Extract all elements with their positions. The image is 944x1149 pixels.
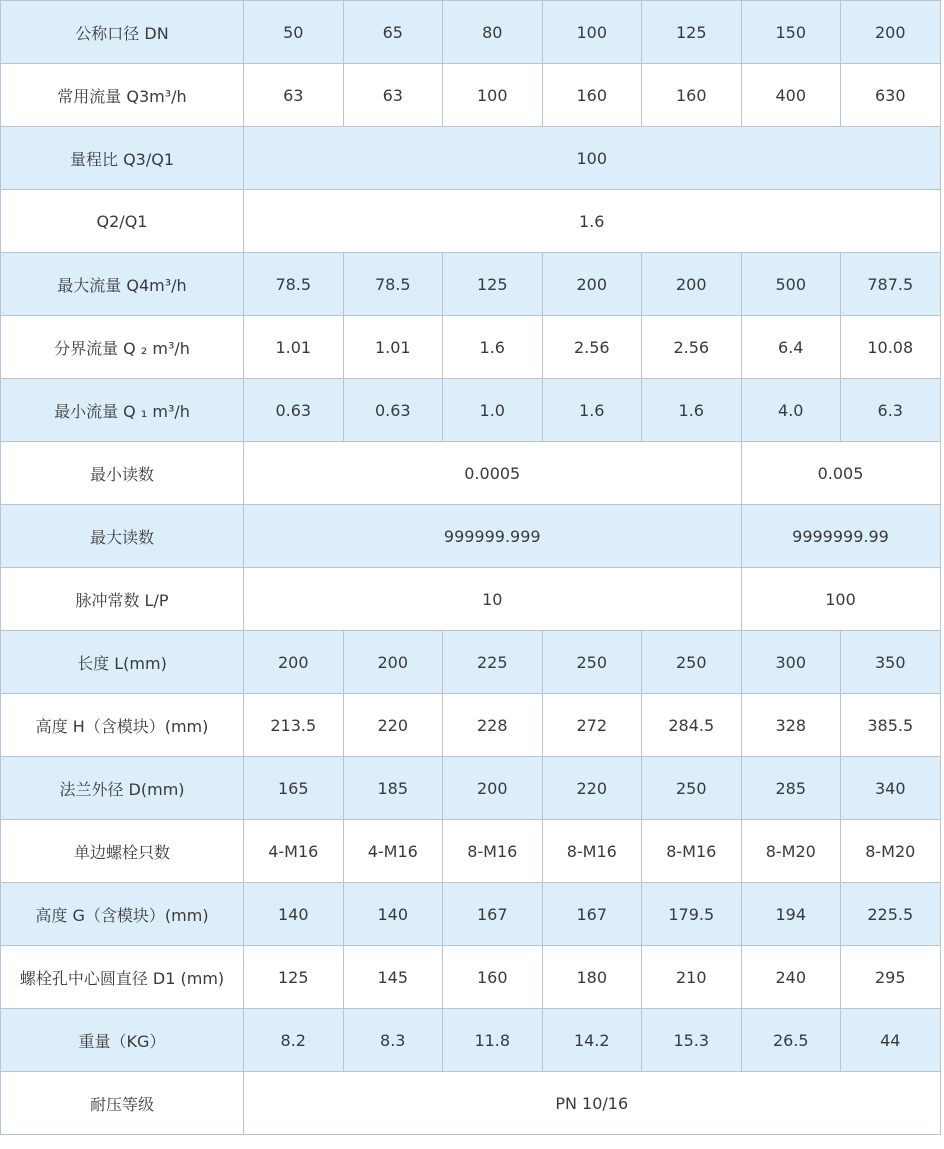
table-cell: 300	[741, 631, 841, 694]
table-cell: 240	[741, 946, 841, 1009]
row-label: 最小读数	[1, 442, 244, 505]
table-cell: 11.8	[443, 1009, 543, 1072]
table-cell: 9999999.99	[741, 505, 940, 568]
table-cell: 8-M16	[642, 820, 742, 883]
table-cell: 8-M20	[841, 820, 941, 883]
row-label: Q2/Q1	[1, 190, 244, 253]
table-cell: 167	[542, 883, 642, 946]
table-cell: 125	[244, 946, 344, 1009]
table-cell: 213.5	[244, 694, 344, 757]
table-cell: 228	[443, 694, 543, 757]
table-cell: 167	[443, 883, 543, 946]
table-cell: 44	[841, 1009, 941, 1072]
table-cell: 100	[741, 568, 940, 631]
table-cell: 100	[542, 1, 642, 64]
table-cell: 250	[642, 631, 742, 694]
table-cell: 160	[443, 946, 543, 1009]
table-cell: 4.0	[741, 379, 841, 442]
table-cell: 180	[542, 946, 642, 1009]
table-cell: 140	[244, 883, 344, 946]
table-row	[1, 694, 941, 757]
table-cell: 1.0	[443, 379, 543, 442]
table-row	[1, 253, 941, 316]
row-label: 单边螺栓只数	[1, 820, 244, 883]
table-cell: 220	[343, 694, 443, 757]
table-cell: 0.63	[244, 379, 344, 442]
row-label: 公称口径 DN	[1, 1, 244, 64]
table-cell: 200	[542, 253, 642, 316]
table-cell: 0.63	[343, 379, 443, 442]
table-row	[1, 1009, 941, 1072]
table-cell: 179.5	[642, 883, 742, 946]
table-cell: 328	[741, 694, 841, 757]
table-cell: 225	[443, 631, 543, 694]
table-cell: 350	[841, 631, 941, 694]
table-row	[1, 505, 941, 568]
table-cell: 10	[244, 568, 742, 631]
table-row	[1, 946, 941, 1009]
table-cell: 6.4	[741, 316, 841, 379]
table-cell: 150	[741, 1, 841, 64]
table-cell: 65	[343, 1, 443, 64]
table-row	[1, 757, 941, 820]
table-cell: 8-M20	[741, 820, 841, 883]
table-cell: 200	[343, 631, 443, 694]
row-label: 最大流量 Q4m³/h	[1, 253, 244, 316]
spec-table-body	[1, 1, 941, 1135]
table-row	[1, 190, 941, 253]
table-row	[1, 1, 941, 64]
table-cell: 125	[443, 253, 543, 316]
table-cell: 4-M16	[343, 820, 443, 883]
row-label: 长度 L(mm)	[1, 631, 244, 694]
table-cell: 1.6	[244, 190, 941, 253]
table-cell: 500	[741, 253, 841, 316]
table-cell: 0.005	[741, 442, 940, 505]
table-row	[1, 883, 941, 946]
table-cell: 15.3	[642, 1009, 742, 1072]
table-row	[1, 442, 941, 505]
table-row	[1, 316, 941, 379]
row-label: 量程比 Q3/Q1	[1, 127, 244, 190]
table-cell: 250	[642, 757, 742, 820]
table-cell: 630	[841, 64, 941, 127]
table-cell: 63	[343, 64, 443, 127]
table-cell: PN 10/16	[244, 1072, 941, 1135]
table-cell: 8-M16	[542, 820, 642, 883]
table-cell: 295	[841, 946, 941, 1009]
table-cell: 160	[542, 64, 642, 127]
table-row	[1, 1072, 941, 1135]
table-cell: 8.3	[343, 1009, 443, 1072]
table-cell: 125	[642, 1, 742, 64]
table-cell: 50	[244, 1, 344, 64]
row-label: 螺栓孔中心圆直径 D1 (mm)	[1, 946, 244, 1009]
table-cell: 787.5	[841, 253, 941, 316]
table-cell: 160	[642, 64, 742, 127]
table-row	[1, 379, 941, 442]
table-cell: 1.6	[443, 316, 543, 379]
table-cell: 14.2	[542, 1009, 642, 1072]
table-cell: 100	[443, 64, 543, 127]
table-cell: 63	[244, 64, 344, 127]
table-cell: 285	[741, 757, 841, 820]
table-row	[1, 568, 941, 631]
table-cell: 2.56	[542, 316, 642, 379]
table-cell: 4-M16	[244, 820, 344, 883]
table-cell: 6.3	[841, 379, 941, 442]
row-label: 脉冲常数 L/P	[1, 568, 244, 631]
table-cell: 78.5	[244, 253, 344, 316]
table-cell: 8-M16	[443, 820, 543, 883]
table-cell: 2.56	[642, 316, 742, 379]
row-label: 高度 G（含模块）(mm)	[1, 883, 244, 946]
table-cell: 210	[642, 946, 742, 1009]
table-cell: 999999.999	[244, 505, 742, 568]
table-cell: 78.5	[343, 253, 443, 316]
table-cell: 400	[741, 64, 841, 127]
table-cell: 200	[841, 1, 941, 64]
table-cell: 26.5	[741, 1009, 841, 1072]
row-label: 最小流量 Q ₁ m³/h	[1, 379, 244, 442]
row-label: 法兰外径 D(mm)	[1, 757, 244, 820]
table-cell: 200	[244, 631, 344, 694]
table-cell: 0.0005	[244, 442, 742, 505]
table-cell: 200	[642, 253, 742, 316]
table-cell: 200	[443, 757, 543, 820]
table-row	[1, 820, 941, 883]
table-cell: 194	[741, 883, 841, 946]
table-cell: 225.5	[841, 883, 941, 946]
row-label: 分界流量 Q ₂ m³/h	[1, 316, 244, 379]
table-row	[1, 127, 941, 190]
table-cell: 185	[343, 757, 443, 820]
table-cell: 385.5	[841, 694, 941, 757]
table-cell: 220	[542, 757, 642, 820]
table-row	[1, 631, 941, 694]
table-cell: 100	[244, 127, 941, 190]
table-cell: 340	[841, 757, 941, 820]
table-cell: 8.2	[244, 1009, 344, 1072]
table-cell: 140	[343, 883, 443, 946]
table-cell: 1.01	[343, 316, 443, 379]
table-cell: 284.5	[642, 694, 742, 757]
table-cell: 250	[542, 631, 642, 694]
row-label: 重量（KG）	[1, 1009, 244, 1072]
row-label: 耐压等级	[1, 1072, 244, 1135]
row-label: 高度 H（含模块）(mm)	[1, 694, 244, 757]
table-cell: 1.6	[642, 379, 742, 442]
table-cell: 1.01	[244, 316, 344, 379]
row-label: 最大读数	[1, 505, 244, 568]
table-cell: 145	[343, 946, 443, 1009]
table-cell: 1.6	[542, 379, 642, 442]
table-cell: 80	[443, 1, 543, 64]
table-cell: 10.08	[841, 316, 941, 379]
table-row	[1, 64, 941, 127]
table-cell: 165	[244, 757, 344, 820]
table-cell: 272	[542, 694, 642, 757]
row-label: 常用流量 Q3m³/h	[1, 64, 244, 127]
